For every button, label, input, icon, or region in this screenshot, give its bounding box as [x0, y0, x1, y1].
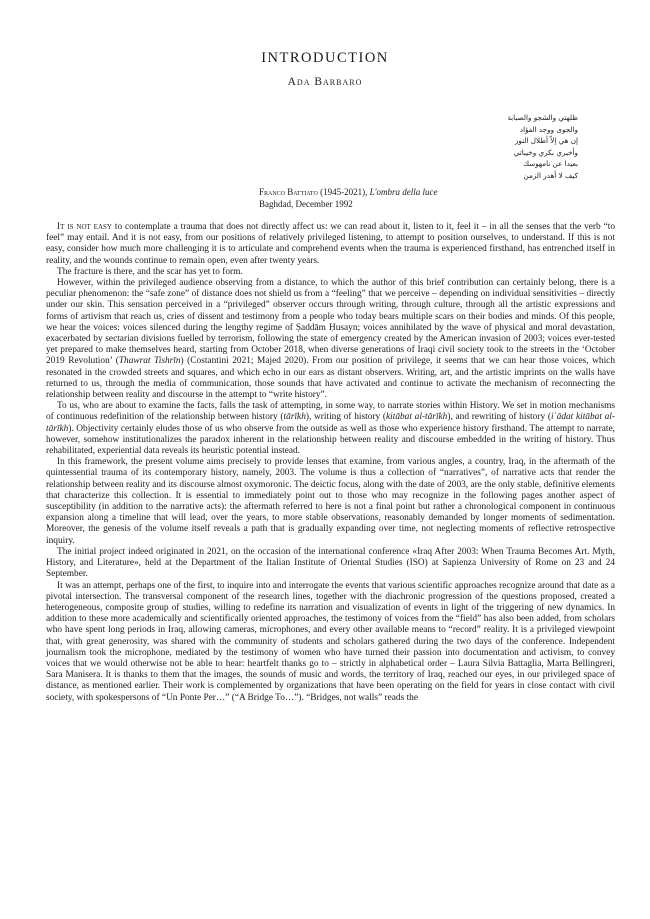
text-run: The initial project indeed originated in 2021, on the occasion of the international conference «Iraq After 2003: When Trauma Becomes Art. Myth, History, and Literature», held at the Department of the Italian Institute of Oriental Studies (ISO) at Sapienza University of Rome on 23 and 24 September.: [46, 546, 615, 580]
text-run: The fracture is there, and the scar has yet to form.: [57, 266, 243, 277]
attribution-work: L'ombra della luce: [369, 187, 438, 197]
paragraph: [46, 267, 615, 278]
paragraph: [46, 581, 615, 704]
body-text: [46, 222, 615, 704]
attribution-years: (1945-2021),: [320, 187, 370, 197]
text-run: to contemplate a trauma that does not directly affect us: we can read about it, listen to it, feel it – in all the senses that the verb “to feel” may entail. And it is not easy, from our positions of relatively privileged listening, to attempt to position ourselves, to understand. If this is not easy, consider how much more challenging it is to articulate and comprehend events when the trauma is experienced firsthand, has entrenched itself in reality, and the wounds continue to remain open, even after twenty years.: [46, 222, 615, 266]
epigraph-line: والجوى ووجد الفؤاد: [519, 124, 578, 134]
epigraph-line: بعيدا عن نامهوسك: [523, 159, 578, 169]
epigraph-line: ظلهتي والشجو والصبابة: [507, 113, 578, 122]
arabic-epigraph: [448, 112, 578, 182]
italic-term: kitābat al-tārīkh: [386, 412, 448, 423]
epigraph-line: إن هي إلاّ أطلال النور: [514, 136, 578, 146]
attribution-author: Franco Battiato: [259, 187, 318, 197]
epigraph-attribution: [259, 186, 438, 210]
epigraph-line: كيف لا أهدر الزمن: [523, 170, 578, 180]
text-run: However, within the privileged audience observing from a distance, to which the author of this brief contribution can certainly belong, there is a peculiar phenomenon: the “safe zone” of distance does not shield us from a “feeling” that we perceive – depending on individual sensitivities – directly under our skin. This sensation perceived in a “privileged” observer occurs through writing, through culture, through all the artistic expressions and forms of artivism that reach us, cries of dissent and testimony from a people who today bears multiple scars on their bodies and minds. Of this people, we hear the voices: voices silenced during the lengthy regime of Ṣaddām Ḥusayn; voices annihilated by the wave of physical and moral devastation, exacerbated by sectarian divisions fuelled by terrorism, following the state of emergency created by the American invasion of 2003; voices ever-tested yet prepared to make themselves heard, starting from October 2018, when diverse generations of Iraqi civil society took to the streets in the ‘October 2019 Revolution’ (: [46, 278, 615, 367]
paragraph: [46, 222, 615, 267]
epigraph-line: وأخيري بكري وخيباتي: [513, 147, 578, 157]
author-name: Ada Barbaro: [287, 76, 363, 88]
paragraph: [46, 401, 615, 457]
text-run: ), and rewriting of history (: [447, 412, 551, 423]
attribution-place: Baghdad, December 1992: [259, 199, 353, 209]
paragraph: [46, 547, 615, 581]
text-run: ). Objectivity certainly eludes those of us who observe from the outside as well as those who experience history firsthand. The attempt to narrate, however, somehow institutionalizes the paradox inherent in the relationship between reality and discourse embedded in the writing of history. Thus rehabilitated, experiential data reveals its heuristic potential instead.: [46, 423, 615, 457]
italic-term: tārīkh: [283, 412, 306, 423]
text-run: ) (Costantini 2021; Majed 2020). From our position of privilege, it seems that we can hear those voices, which resonated in the crowded streets and squares, and which echo in our ears as distant observers. Writing, art, and the artistic imprints on the walls have returned to us, through the media of communication, those sounds that have activated and continue to activate the mechanism of reconnecting the relationship between reality and discourse in the attempt to “write history”.: [46, 356, 615, 401]
italic-term: Thawrat Tishrīn: [118, 356, 181, 367]
text-run: It was an attempt, perhaps one of the first, to inquire into and interrogate the events that various scientific approaches recognize around that date as a pivotal intersection. The transversal component of the research lines, together with the diachronic progression of the questions proposed, created a heterogeneous, composite group of studies, willing to redefine its narration and visualization of events in light of the triggering of new dynamics. In addition to these more academically and scientifically oriented approaches, the testimony of voices from the “field” has also been added, from scholars who have spent long periods in Iraq, allowing cameras, microphones, and every other available means to “record” reality. It is a privileged viewpoint that, with great generosity, was shared with the community of students and scholars gathered during the two days of the conference. Independent journalism took the microphone, mediated by the testimony of women who have turned their passion into documentation and activism, to convey voices that we would otherwise not be able to hear: heartfelt thanks go to – strictly in alphabetical order – Laura Silvia Battaglia, Marta Bellingreri, Sara Manisera. It is thanks to them that the images, the sounds of music and words, the territory of Iraq, reached our eyes, in our privileged space of distance, as mentioned earlier. Their work is complemented by organizations that have been operating on the field for years in close contact with civil society, with spokespersons of “Un Ponte Per…” (“A Bridge To…”). “Bridges, not walls” reads the: [46, 580, 615, 703]
text-run: To us, who are about to examine the facts, falls the task of attempting, in some way, to narrate stories within History. We set in motion mechanisms of continuous redefinition of the relationship between history (: [46, 401, 615, 423]
paragraph: [46, 457, 615, 547]
page-title: INTRODUCTION: [261, 50, 389, 66]
text-run: In this framework, the present volume aims precisely to provide lenses that examine, from various angles, a country, Iraq, in the aftermath of the quintessential trauma of its contemporary history, namely, 2003. The volume is thus a collection of “narratives”, of narrative acts that render the relationship between reality and its discourse almost oxymoronic. The deictic focus, along with the date of 2003, are the only stable, definitive elements that characterize this collection. It is essential to immediately point out to those who may recognize in the following pages another aspect of susceptibility (in addition to the narrative acts): the aftermath referred to here is not a final point but rather a chronological component in continuous expansion along a timeline that will lead, over the years, to more stable observations, reasonably demanded by longer moments of sedimentation. Moreover, the genesis of the volume itself reveals a path that is gradually expanding over time, not neglecting moments of reflective retrospective inquiry.: [46, 457, 615, 546]
italic-term: iʿādat kitābat al-tārīkh: [46, 412, 615, 434]
paragraph: [46, 278, 615, 401]
text-run: ), writing of history (: [305, 412, 386, 423]
text-run: It is not easy: [57, 222, 112, 232]
